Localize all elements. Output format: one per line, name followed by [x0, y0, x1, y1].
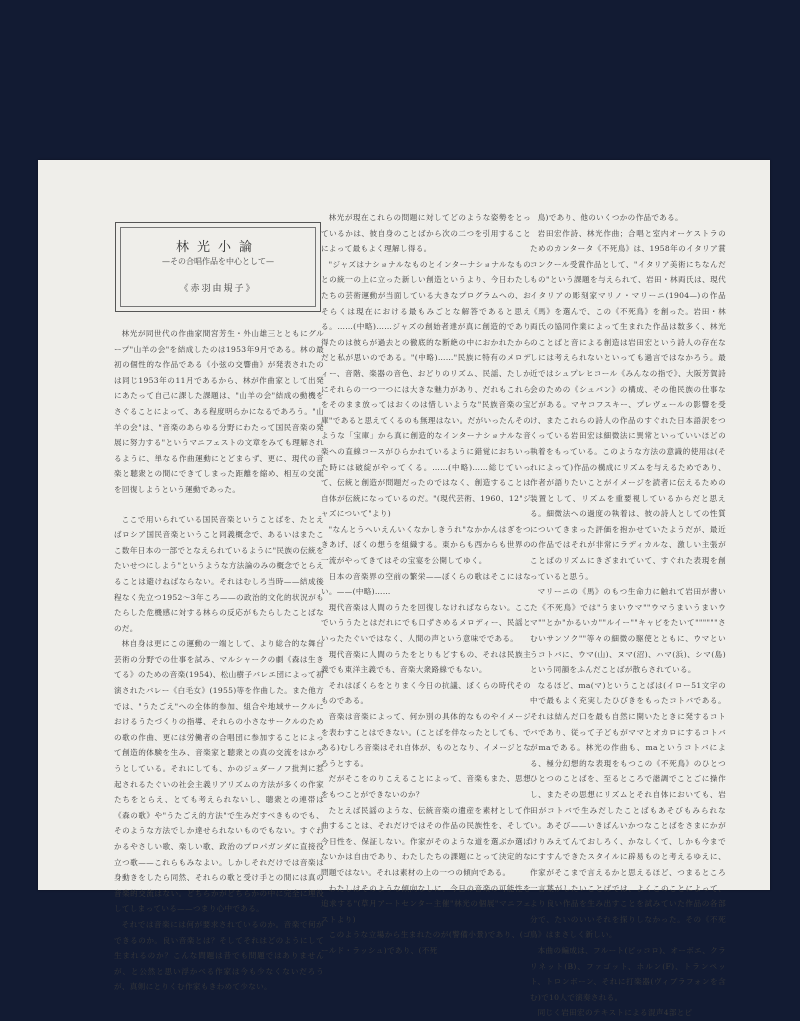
paragraph: マリーニの《馬》のもつ生命力に触れて岩田が書いた《不死鳥》では"うまいウマ""ウマうまいうまいウマ""とか"かるいカ""ルイー""キャビをたいて""""""さむいサンソク""等々の細微の駆使とともに、ウマというコトバに、ウマ(山)、ヌマ(沼)、ハマ(浜)、シマ(島)という同韻をふんだことばが散らされている。 [530, 587, 726, 675]
paragraph: 現代音楽は人間のうたを回復しなければならない。ここでいううたとはだれにでも口ずさめるメロディー、民謡といったたぐいではなく、人間の声という意味でである。 [321, 602, 531, 644]
paragraph: 同じく岩田宏のテキストによる混声4部とピ [537, 1008, 693, 1018]
paragraph: わたしはそのような傾向なしに、今日の音楽の可能性を追求する"(草月アートセンター主催"林光の個展"マニフェストより) [321, 883, 531, 924]
article-author: 《赤羽由規子》 [179, 284, 257, 294]
booklet-page [38, 160, 770, 1018]
paragraph: 岩田宏作詩、林光作曲；合唱と室内オーケストラのためのカンタータ《不死鳥》は、1958年のイタリア賞コンクール受賞作品として、"イタリア美術にちなんだもの"という課題を与えられて、岩田・林両氏は、現代イタリアの彫刻家マリノ・マリーニ(1904—)の作品《馬》を選んで、この《不死鳥》を創った。岩田・林両氏の協同作業によって生まれた作品は数多く、林光のことばと音による創造は岩田宏という詩人の存在なしには考えられないといっても過言ではなかろう。最近ではシュプレヒコール《みんなの指で》、大阪芳賀詩会のための《シュバン》の構成、その他民族の仕事などがある。マヤコフスキー、プレヴェールの影響を受け、またこれらの詩人の作品のすぐれた日本語訳をつくっている岩田宏は細微法に異常といっていいほどの執着をもっている。このような方法の意識的使用は(それによって)作品の構成にリズムを与えるためであり、作者が語りたいことがイメージを読者に伝えるための装置として、リズムを重要視しているからだと思える。細微法への過度の執着は、彼の詩人としての性質についてきまった評価を抱かせていたようだが、最近の作品ではそれが非常にラディカルな、激しい主張がことばのリズムにきざまれていて、すぐれた表現を創っていると思う。 [530, 228, 726, 581]
paragraph: 現代音楽に人間のうたをとりもどすもの、それは民族主義でも東洋主義でも、音楽大衆路線でもない。 [321, 649, 531, 675]
paragraph: "なんとうへいえんいくなかしきうれ"なかかんはぎをつきあげ、ぼくの想うを組織する。東からも西からも世界の一流がやってきてはその宝宴を公開してゆく。 [321, 524, 531, 566]
paragraph: ここで用いられている国民音楽ということばを、たとえばロシア国民音楽ということ同義概念で、あるいはまたここ数年日本の一部でとなえられているように"民族の伝統をたいせつにしよう"というような方法論のみの概念でとらえることは避けねばならない。それはむしろ当時——結成後程なく先立つ1952～3年ころ——の政治的文化的状況がもたらした危機感に対する林らの反応がもたらしたことばなのだ。 [114, 514, 324, 633]
paragraph: このような立場から生まれたのが(警備小景)であり、(ゴールド・ラッシュ)であり、(不死 [321, 930, 531, 955]
paragraph: だがそこをのりこえることによって、音楽もまた、思想をもつことができないのか？ [321, 774, 531, 799]
title-box [115, 222, 321, 312]
column-left [114, 326, 324, 995]
paragraph: たとえば民謡のような、伝統音楽の遺産を素材として作曲することは、それだけではその作品の民族性を、そして今日性を、保証しない。作家がそのような道を選ぶか選ばないかは自由であり、わたしたちの課題にとって決定的な問題ではない。それは素材の上の一つの傾向である。 [321, 805, 531, 877]
article-title: 林光小論 [175, 240, 260, 255]
paragraph: 日本の音楽界の空前の繁栄——ぼくらの歌はそこにはない。——(中略)…… [321, 571, 531, 597]
paragraph: 林自身は更にこの運動の一端として、より総合的な舞台芸術の分野での仕事を試み、マルシャークの劇《森は生きてる》のための音楽(1954)、松山樹子バレエ団によって初演されたバレー《白毛女》(1955)等を作曲した。また他方では、"うたごえ"への全体的参加、組合や地域サークルにおけるうたづくりの指導、それらの小さなサークルのための歌の作曲、更には労働者の合唱団に参加することによって創造的体験を生み、音楽家と聴衆との真の交流をはかろうとしている。それにしても、かのジュダーノフ批判に惹起されるたぐいの社会主義リアリズムの方法が多くの作家たちをとらえ、とても考えられないし、聴衆との連帯は《森の歌》や"うたごえ的方法"で生みだすべきものでも、そのような方法でしか達せられないものでもない。すぐわかるやさしい歌、楽しい歌、政治のプロパガンダに直接役立つ歌——これらもみなよい。しかしそれだけでは音楽は身動きをしたら同然、それらの歌と受け手との間には真の音楽的交流はない。どちらかがどちらかの中に完全に埋没してしまっている——つまり心中である。 [114, 639, 324, 914]
paragraph: なるほど、ma(マ)ということばは(イロー51文字の中で最もよく充実したひびきをもったコトバである。それは結んだ口を最も自然に開いたときに発するコトバであり、従って子どもがママとオカロにするコトバがmaである。林光の作曲も、maというコトバによる、極分幻想的な表現をもつこの《不死鳥》のひとつひとつのことばを、至るところで諧調でことごに操作し、またその思想にリズムとそれ自体においても、岩田がコトバで生みだしたことばもあそびもみられない。あそび——いきばんいかつなことばをさまにかがけりみえてんておしろく、かなしくて、しかも今までにすすんできたスタイルに辟易ものと考えるゆえに、作家がそこまで言えるかと思えるほど、つまるところ一言葉がしたいことばでは、よくこのことによって、より良い作品を生み出すことを試みていた作品の各部分で、たいのいいそれを探りしなかった。その《不死鳥》はまさしく新しい。 [530, 680, 726, 940]
paragraph: 鳥)であり、他のいくつかの作品である。 [537, 213, 683, 222]
paragraph: "ジャズはナショナルなものとインターナショナルなものとの統一の上に立った新しい創造というより、今日わたしたちの芸術運動が当面している大きなプログラムへの、おそらくは現在における最もみごとな解答であると思える。……(中略)……ジャズの創始者達が真に創造的であり得たのは彼らが過去との徹底的な断絶の中におかれたからだと私が思いのである。"(中略)……"民族に特有のメロディー、音階、楽器の音色、おどりのリズム、民謡、たしかにそれらの一つ一つには大きな魅力があり、だれもこれらをそのまま放ってはおくのは惜しいような"民族音楽の宝庫"であると思えてくるのも無理はない。だがいったんそのような「宝庫」から真に創造的なインターナショナルな音楽への直線コースがひらかれているように錯覚におちいった時には破綻がやってくる。……(中略)……総じていって、伝統と創造が問題だったのではなく、創造することは自体が伝統になっているのだ。"(現代芸術、1960、12"ジャズについて"より) [321, 259, 531, 519]
paragraph: それはぼくらをとりまく今日の抗議、ぼくらの時代そのものである。 [321, 680, 531, 706]
paragraph: 音楽は音楽によって、何か別の具体的なものやイメージを表わすことはできない。(ことばを伴なったとしても、である)むしろ音楽はそれ自体が、ものとなり、イメージとなろうとする。 [321, 712, 531, 768]
paragraph: 本曲の編成は、フルート(ピッコロ)、オーボエ、クラリネット(B)、ファゴット、ホルン(F)、トランペット、トロンボーン、それに打楽器(ヴィブラフォンを含む)で10人で演奏される。 [530, 945, 726, 1002]
column-middle [321, 210, 531, 959]
article-subtitle: —その合唱作品を中心として— [162, 257, 274, 266]
paragraph: それでは音楽には何が要求されているのか。音楽で何ができるのか。良い音楽とは？そしてそれはどのようにして生まれるのか？こんな問題は昔でも問題ではありませんが、と公然と思い浮かべる作家は今も少なくないだろうが、真剣にとりくむ作家もきわめて少ない。 [114, 919, 324, 992]
paragraph: 林光が現在これらの問題に対してどのような姿勢をとっているかは、彼自身のことばから次の二つを引用することによって最もよく理解し得る。 [321, 213, 531, 254]
paragraph: 林光が同世代の作曲家間宮芳生・外山雄三とともにグループ"山羊の会"を結成したのは1953年9月である。林の最初の個性的な作品である《小弦の交響曲》が発表されたのは同じ1953年の11月であるから、林が作曲家として出発にあたって自己に課した課題は、"山羊の会"結成の動機をさぐることによって、ある程度明らかになるであろう。"山羊の会"は、"音楽のあらゆる分野にわたって国民音楽の発展に努力する"というマニフェストの文章をみても理解されるように、単なる作曲運動にとどまらず、更に、現代の音楽と聴衆との間にできてしまった距離を縮め、相互の交流を回復しようという運動であった。 [114, 329, 324, 494]
column-right [530, 210, 726, 1021]
